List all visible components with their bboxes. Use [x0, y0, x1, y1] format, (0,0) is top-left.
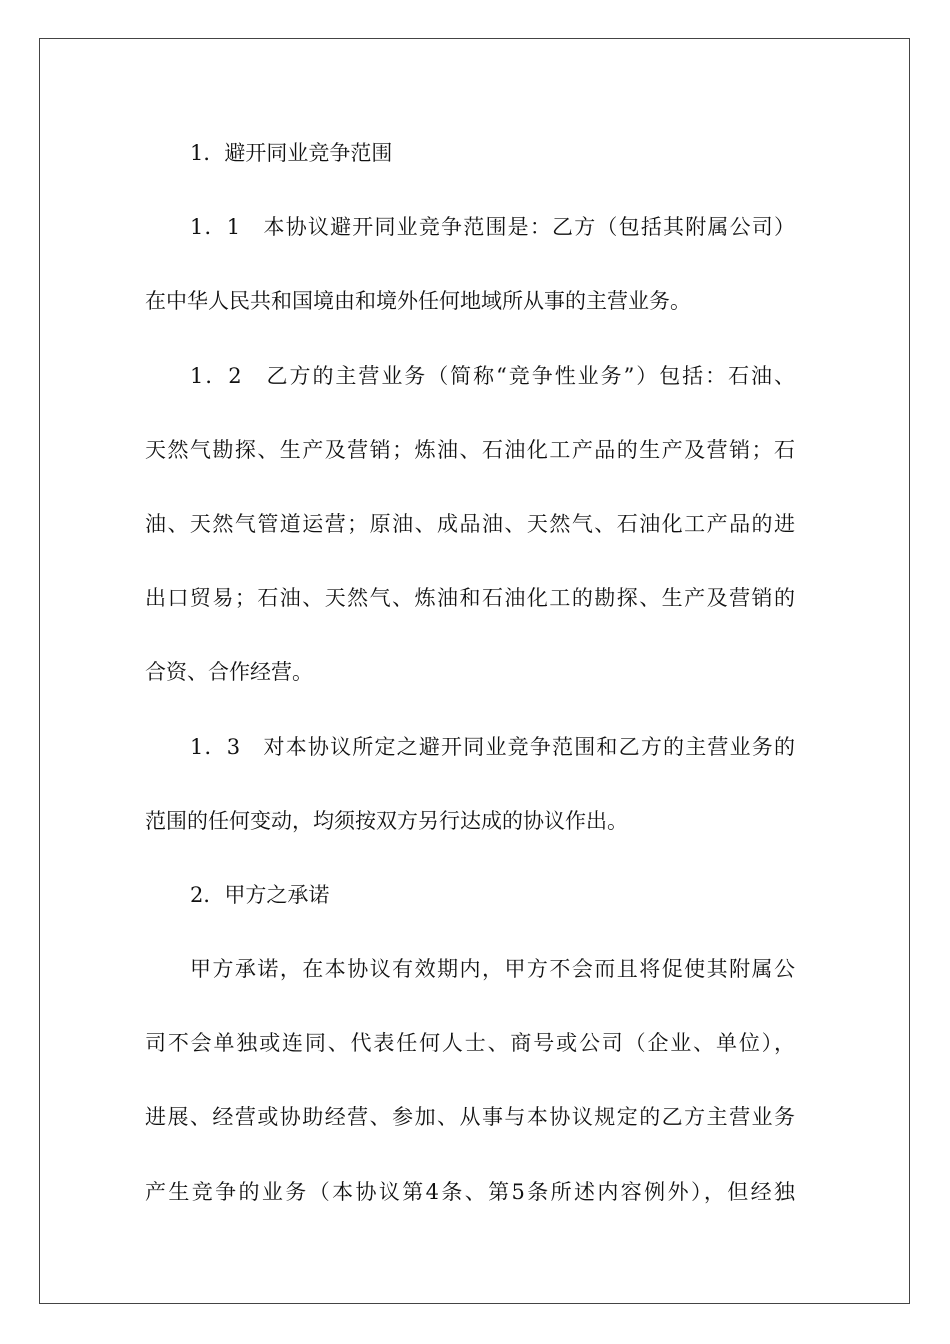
document-body [145, 132, 795, 1245]
clause-1-2-line-4: 出口贸易；石油、天然气、炼油和石油化工的勘探、生产及营销的 [145, 586, 795, 611]
clause-1-2-line-5: 合资、合作经营。 [145, 660, 313, 685]
commitment-line-1: 甲方承诺，在本协议有效期内，甲方不会而且将促使其附属公 [190, 957, 795, 982]
clause-1-1-line-2: 在中华人民共和国境由和境外任何地域所从事的主营业务。 [145, 289, 691, 314]
clause-1-2-line-2: 天然气勘探、生产及营销；炼油、石油化工产品的生产及营销；石 [145, 437, 795, 462]
clause-1-2-line-3: 油、天然气管道运营；原油、成品油、天然气、石油化工产品的进 [145, 511, 795, 536]
section-heading-1: 1．避开同业竞争范围 [190, 141, 393, 165]
clause-1-3-line-1: 1．3 对本协议所定之避开同业竞争范围和乙方的主营业务的 [190, 734, 795, 759]
section-heading-2: 2．甲方之承诺 [190, 882, 330, 907]
clause-1-1-line-1: 1．1 本协议避开同业竞争范围是：乙方（包括其附属公司） [190, 215, 795, 240]
clause-1-2-line-1: 1．2 乙方的主营业务（简称“竞争性业务”）包括：石油、 [190, 363, 795, 388]
commitment-line-2: 司不会单独或连同、代表任何人士、商号或公司（企业、单位）， [145, 1031, 795, 1056]
clause-1-3-line-2: 范围的任何变动，均须按双方另行达成的协议作出。 [145, 808, 628, 833]
commitment-line-3: 进展、经营或协助经营、参加、从事与本协议规定的乙方主营业务 [145, 1105, 795, 1130]
commitment-line-4: 产生竞争的业务（本协议第4条、第5条所述内容例外），但经独 [145, 1179, 795, 1204]
